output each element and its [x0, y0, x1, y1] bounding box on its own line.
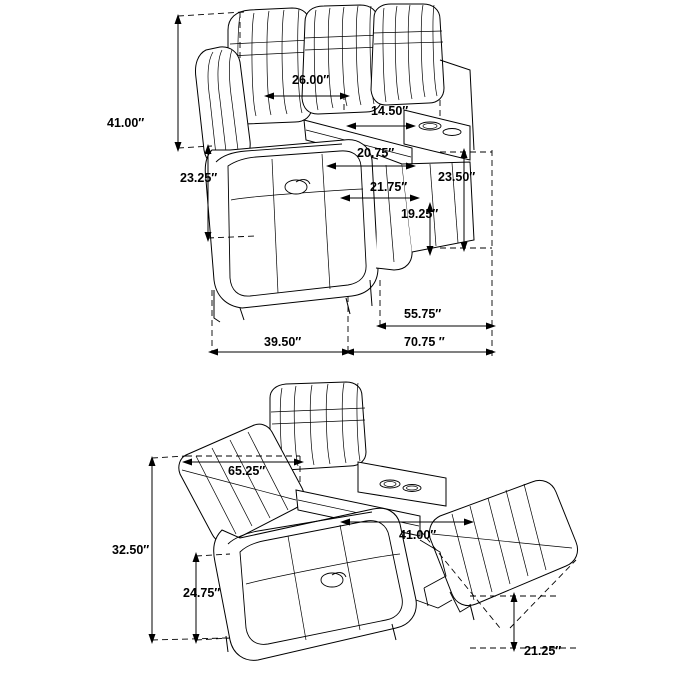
dim-seat-back-height: 23.25″ [180, 171, 218, 185]
dim-inner-width: 55.75″ [404, 307, 442, 321]
reclined-sofa-illustration [179, 382, 578, 660]
dim-reclined-height: 32.50″ [112, 543, 150, 557]
dim-left-width: 39.50″ [264, 335, 302, 349]
dim-seat-width: 21.75″ [370, 180, 408, 194]
dim-reclined-seat-length: 41.00″ [399, 528, 437, 542]
dim-overall-height: 41.00″ [107, 116, 145, 130]
dim-footrest-height: 21.25″ [524, 644, 562, 658]
dim-seat-back-width: 26.00″ [292, 73, 330, 87]
dim-seat-depth: 20.75″ [357, 146, 395, 160]
dim-right-width: 70.75 ″ [404, 335, 445, 349]
dim-reclined-back-height: 24.75″ [183, 586, 221, 600]
dim-seat-height: 19.25″ [401, 207, 439, 221]
dim-reclined-length: 65.25″ [228, 464, 266, 478]
dim-console-width: 14.50″ [371, 104, 409, 118]
dim-arm-height: 23.50″ [438, 170, 476, 184]
